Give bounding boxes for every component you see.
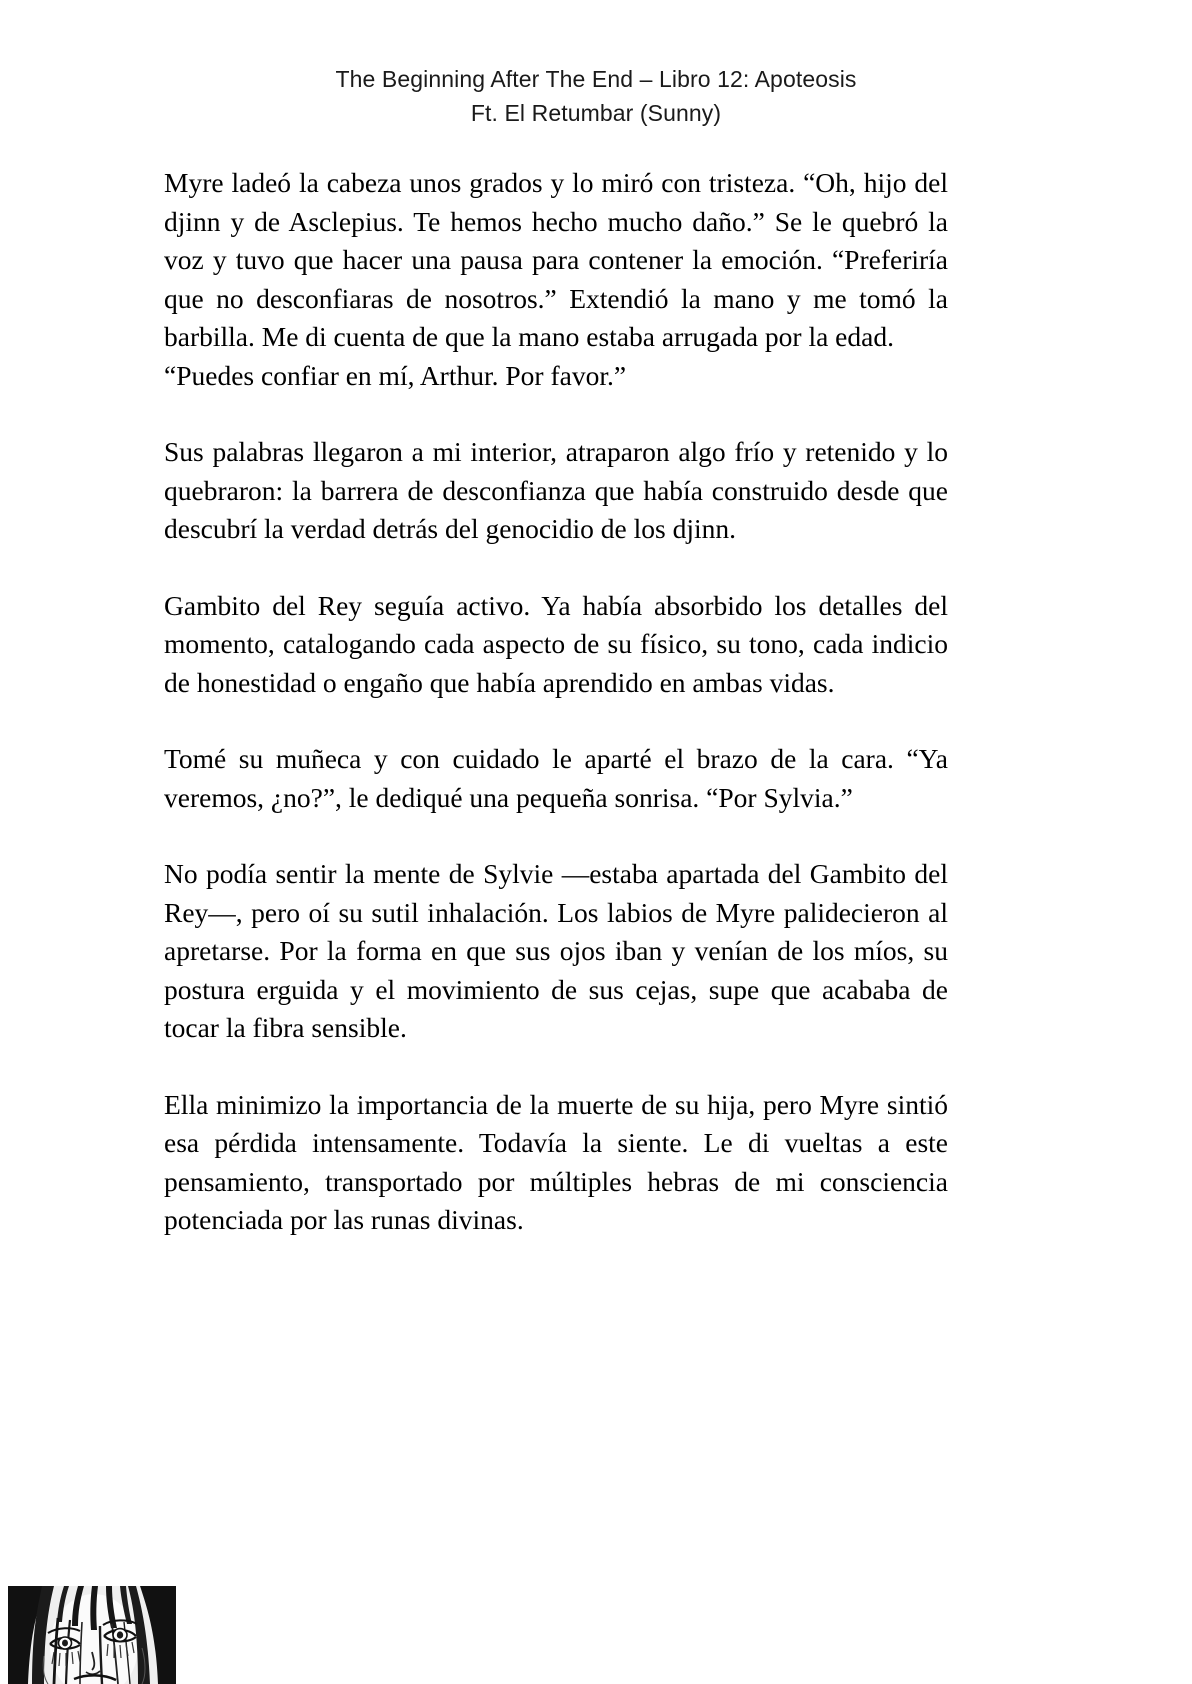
body-paragraph-4: Gambito del Rey seguía activo. Ya había absorbido los detalles del momento, catalogando cada aspecto de su físico, su tono, cada indicio de honestidad o engaño que había aprendido en ambas vidas. bbox=[164, 589, 948, 698]
document-body bbox=[164, 164, 948, 1278]
document-subtitle-line-2: Ft. El Retumbar (Sunny) bbox=[470, 100, 722, 126]
body-paragraph-1: Myre ladeó la cabeza unos grados y lo miró con tristeza. “Oh, hijo del djinn y de Asclepius. Te hemos hecho mucho daño.” Se le quebró la voz y tuvo que hacer una pausa para contener la emoción. “Preferiría que no desconfiaras de nosotros.” Extendió la mano y me tomó la barbilla. Me di cuenta de que la mano estaba arrugada por la edad. bbox=[164, 167, 948, 352]
body-paragraph-2: “Puedes confiar en mí, Arthur. Por favor.” bbox=[164, 359, 627, 391]
body-paragraph-6: No podía sentir la mente de Sylvie —estaba apartada del Gambito del Rey—, pero oí su sutil inhalación. Los labios de Myre palidecieron al apretarse. Por la forma en que sus ojos iban y venían de los míos, su postura erguida y el movimiento de sus cejas, supe que acababa de tocar la fibra sensible. bbox=[164, 858, 948, 1043]
body-paragraph-5: Tomé su muñeca y con cuidado le aparté el brazo de la cara. “Ya veremos, ¿no?”, le dediqué una pequeña sonrisa. “Por Sylvia.” bbox=[164, 743, 948, 813]
body-paragraph-7: Ella minimizo la importancia de la muerte de su hija, pero Myre sintió esa pérdida intensamente. Todavía la siente. Le di vueltas a este pensamiento, transportado por múltiples hebras de mi consciencia potenciada por las runas divinas. bbox=[164, 1088, 948, 1235]
body-paragraph-3: Sus palabras llegaron a mi interior, atraparon algo frío y retenido y lo quebraron: la barrera de desconfianza que había construido desde que descubrí la verdad detrás del genocidio de los djinn. bbox=[164, 436, 948, 544]
document-title-line-1: The Beginning After The End – Libro 12: Apoteosis bbox=[335, 66, 857, 92]
manga-face-illustration bbox=[8, 1586, 176, 1684]
manga-face-icon bbox=[8, 1586, 176, 1684]
document-header bbox=[0, 62, 1192, 130]
